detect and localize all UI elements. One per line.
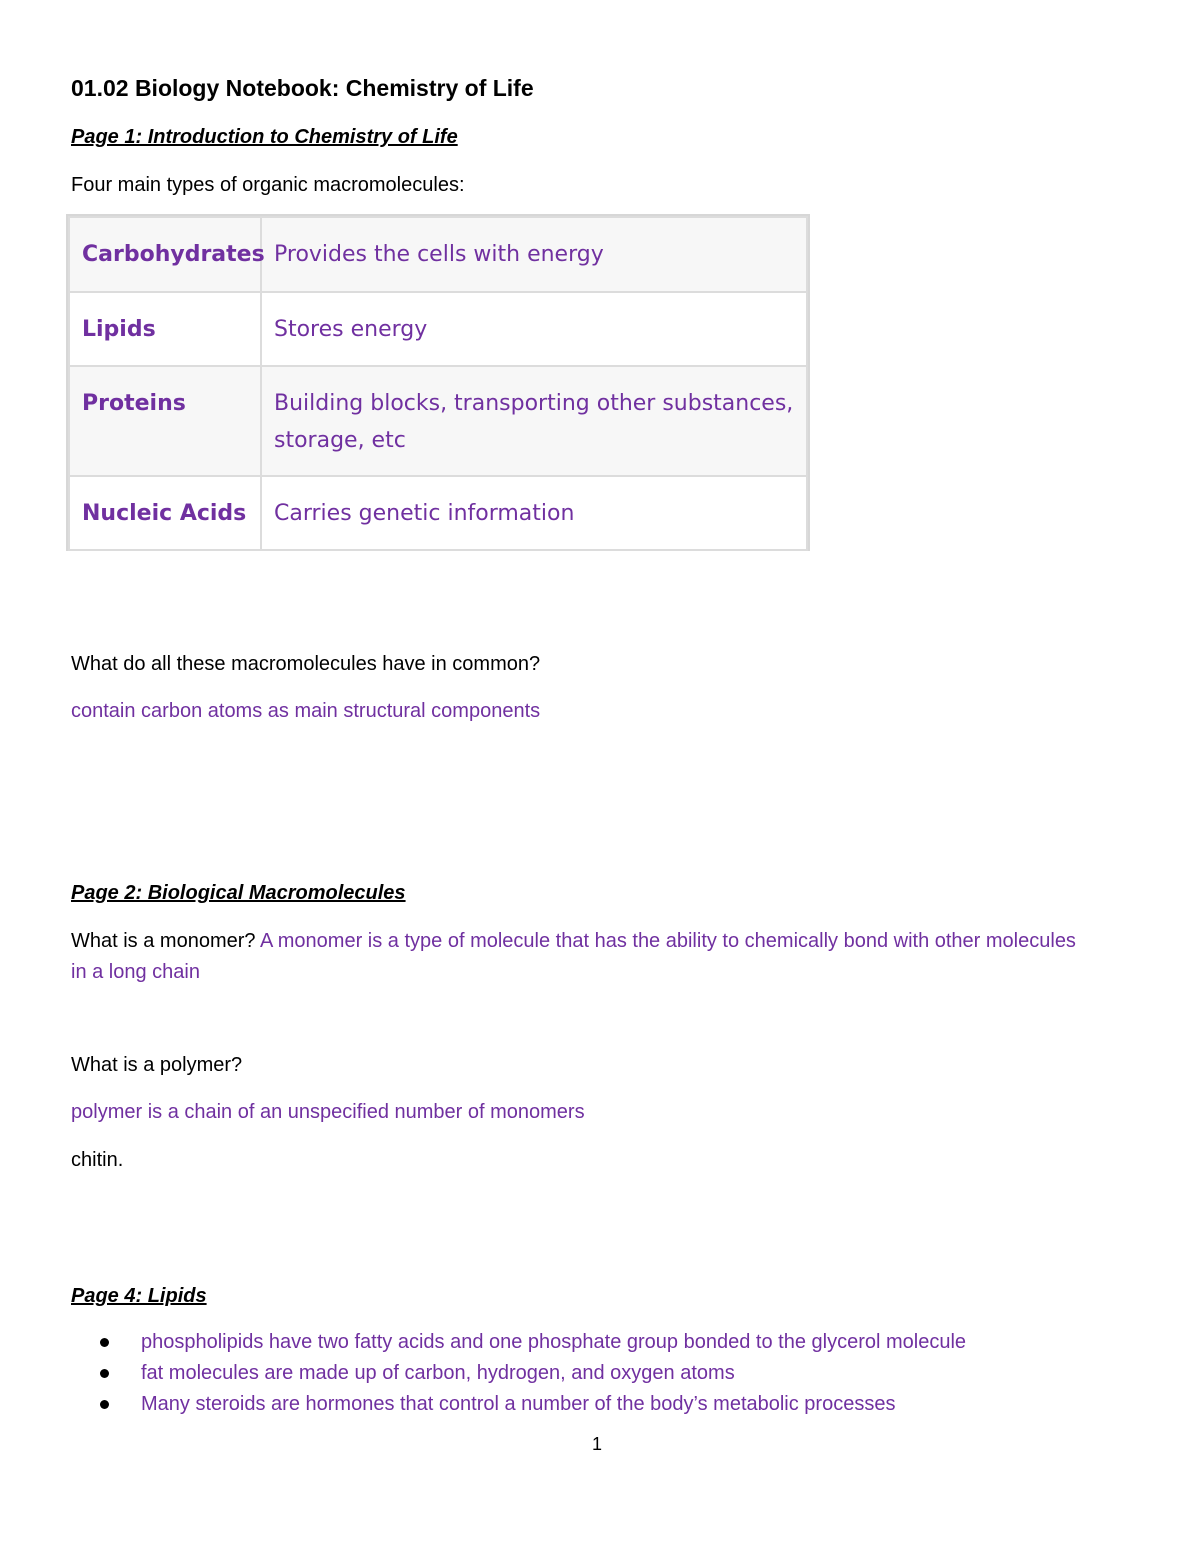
document-title: 01.02 Biology Notebook: Chemistry of Life	[71, 75, 534, 101]
page-number: 1	[592, 1434, 603, 1454]
table-row	[69, 292, 807, 366]
table-term: Nucleic Acids	[69, 476, 261, 550]
table-term: Proteins	[69, 366, 261, 476]
monomer-question: What is a monomer?	[71, 930, 256, 952]
page2-heading: Page 2: Biological Macromolecules	[71, 882, 406, 904]
lipids-bullet-list	[100, 1327, 966, 1420]
monomer-answer: A monomer is a type of molecule that has the ability to chemically bond with other molecules in a long chain	[71, 930, 1076, 983]
table-term: Carbohydrates	[69, 217, 261, 292]
page1-heading: Page 1: Introduction to Chemistry of Life	[71, 126, 458, 148]
table-row	[69, 476, 807, 550]
bullet-dot-icon	[100, 1338, 109, 1347]
page2-extra: chitin.	[71, 1149, 124, 1171]
list-item: Many steroids are hormones that control a number of the body’s metabolic processes	[100, 1389, 966, 1420]
list-item: fat molecules are made up of carbon, hydrogen, and oxygen atoms	[100, 1358, 966, 1389]
table-description: Building blocks, transporting other substances, storage, etc	[261, 366, 807, 476]
bullet-dot-icon	[100, 1400, 109, 1409]
table-description: Provides the cells with energy	[261, 217, 807, 292]
table-description: Carries genetic information	[261, 476, 807, 550]
page4-heading: Page 4: Lipids	[71, 1285, 207, 1307]
table-term: Lipids	[69, 292, 261, 366]
table-row	[69, 366, 807, 476]
table-description: Stores energy	[261, 292, 807, 366]
page1-intro: Four main types of organic macromolecules:	[71, 174, 465, 196]
bullet-dot-icon	[100, 1369, 109, 1378]
polymer-question: What is a polymer?	[71, 1054, 243, 1076]
table-row	[69, 217, 807, 292]
list-item: phospholipids have two fatty acids and one phosphate group bonded to the glycerol molecule	[100, 1327, 966, 1358]
page1-answer: contain carbon atoms as main structural components	[71, 700, 541, 722]
page1-question: What do all these macromolecules have in common?	[71, 653, 541, 675]
monomer-paragraph	[71, 926, 1091, 988]
polymer-answer: polymer is a chain of an unspecified number of monomers	[71, 1101, 585, 1123]
macromolecule-table	[66, 214, 810, 551]
